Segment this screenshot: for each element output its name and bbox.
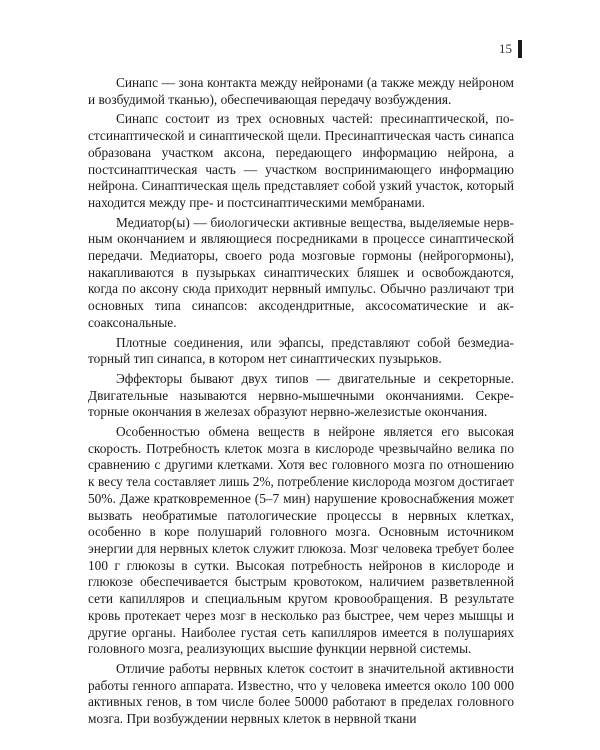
page-number-block xyxy=(499,40,522,58)
paragraph-mediators: Медиатор(ы) — биологически активные вещества, выделяемые нервным окончанием и являющиеся посредниками в процессе синаптической передачи. Медиаторы, своего рода мозговые гормоны (нейрогормоны), накапливаются в пузырьках синаптических бляшек и освобождаются, когда по аксону сюда приходит нервный импульс. Обычно различают три основных типа синапсов: аксодендритные, аксосоматические и аксоаксональные. xyxy=(88,214,514,330)
paragraph-synapse-definition: Синапс — зона контакта между нейронами (а также между нейроном и возбудимой тканью), обеспечивающая передачу возбуждения. xyxy=(88,75,514,107)
page-number: 15 xyxy=(499,41,512,56)
page-number-marker xyxy=(518,40,522,58)
paragraph-genetic-activity: Отличие работы нервных клеток состоит в значительной активности работы генного аппарата. Известно, что у человека имеется около 100 000 активных генов, в том числе более 50000 работают в пределах головного мозга. При возбуждении нервных клеток в нервной ткани xyxy=(88,660,514,727)
paragraph-neuron-metabolism: Особенностью обмена веществ в нейроне является его высокая скорость. Потребность клеток мозга в кислороде чрезвычайно велика по сравнению с другими клетками. Хотя вес головного мозга по отношению к весу тела составляет лишь 2%, потребление кислорода мозгом достигает 50%. Даже кратковременное (5–7 мин) нарушение кровоснабжения может вызвать необратимые патологические процессы в нервных клетках, особенно в коре полушарий головного мозга. Основным источником энергии для нервных клеток служит глюкоза. Мозг человека требует более 100 г глюкозы в сутки. Высокая потребность нейронов в кислороде и глюкозе обеспечивается быстрым кровотоком, наличием разветвленной сети капилляров и специальным кругом кровообращения. В результате кровь протекает через мозг в несколько раз быстрее, чем через мышцы и другие органы. Наиболее густая сеть капилляров имеется в полушариях головного мозга, реализующих высшие функции нервной системы. xyxy=(88,424,514,657)
paragraph-ephapses: Плотные соединения, или эфапсы, представляют собой безмедиаторный тип синапса, в котором нет синаптических пузырьков. xyxy=(88,334,514,367)
paragraph-synapse-parts: Синапс состоит из трех основных частей: пресинаптической, постсинаптической и синаптической щели. Пресинаптическая часть синапса образована участком аксона, передающего информацию нейрона, а постсинаптическая часть — участком воспринимающего информацию нейрона. Синаптическая щель представляет собой узкий участок, который находится между пре- и постсинаптическими мембранами. xyxy=(88,111,514,210)
paragraph-effectors: Эффекторы бывают двух типов — двигательные и секреторные. Двигательные называются нервно-мышечными окончаниями. Секреторные окончания в железах образуют нервно-железистые окончания. xyxy=(88,370,514,420)
body-text xyxy=(88,75,514,731)
